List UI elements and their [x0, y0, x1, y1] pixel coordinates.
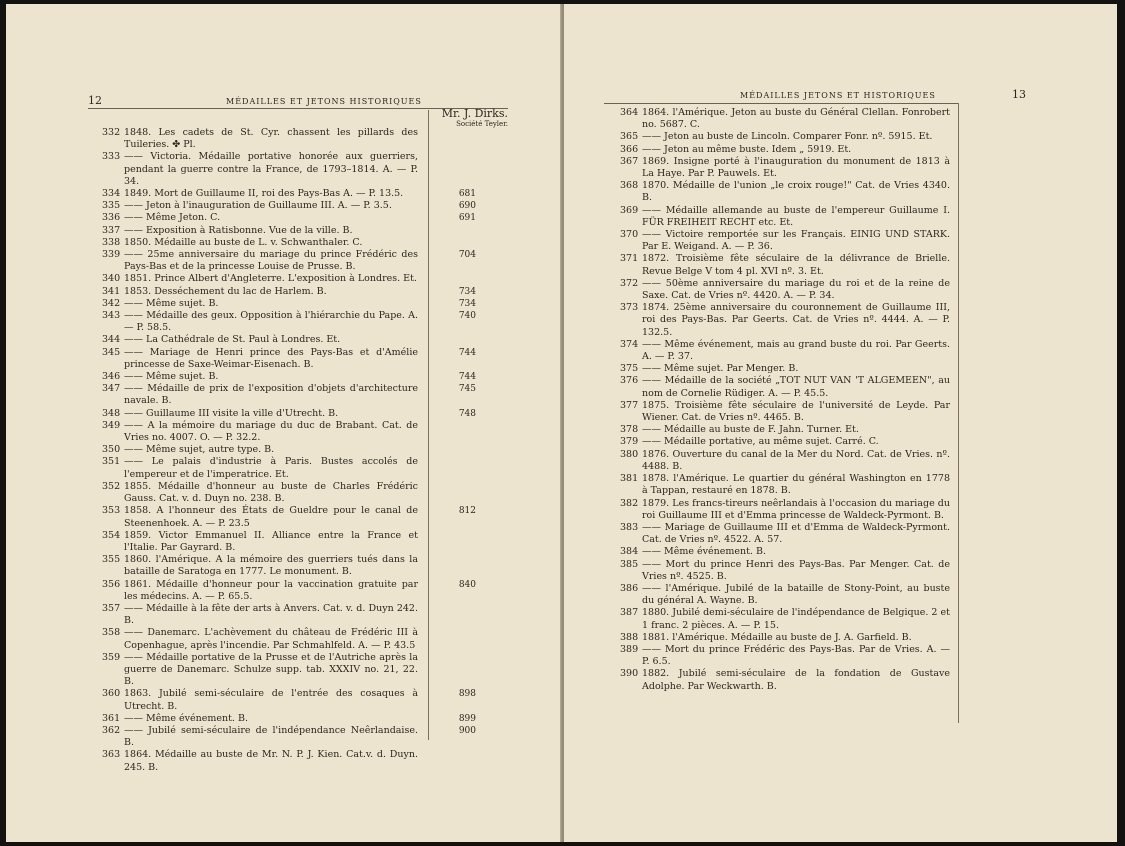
- right-margin-rule: [958, 103, 959, 723]
- entry-text: —— Même événement, mais au grand buste du roi. Par Geerts. A. — P. 37.: [642, 338, 950, 363]
- entry-text: —— Médaille des geux. Opposition à l'hiérarchie du Pape. A. — P. 58.5.: [124, 310, 418, 334]
- catalog-entry: [620, 144, 950, 156]
- catalog-entry: [620, 424, 950, 436]
- entry-text: —— Même sujet. B.: [124, 371, 219, 383]
- catalog-entry: [620, 278, 950, 302]
- entry-number: 333: [102, 151, 121, 163]
- column-divider: [428, 110, 429, 740]
- entry-number: 381: [620, 473, 639, 485]
- entry-reference: 840: [458, 579, 476, 590]
- entry-text: —— 25me anniversaire du mariage du prince Frédéric des Pays-Bas et de la princesse Louise de Prusse. B.: [124, 249, 418, 273]
- entry-text: —— Jubilé semi-séculaire de l'indépendance Neêrlandaise. B.: [124, 724, 418, 749]
- entry-text: 1878. l'Amérique. Le quartier du général Washington en 1778 à Tappan, restauré en 1878. B.: [642, 473, 950, 497]
- entry-text: —— Médaille portative de la Prusse et de l'Autriche après la guerre de Danemarc. Schulze supp. tab. XXXIV no. 21, 22. B.: [124, 651, 418, 688]
- entry-number: 380: [620, 448, 639, 460]
- entry-number: 376: [620, 375, 639, 387]
- catalog-entry: [620, 436, 950, 448]
- catalog-entry: [102, 249, 476, 273]
- entry-reference: 740: [458, 311, 476, 322]
- entry-number: 363: [102, 749, 121, 761]
- entry-text: —— Mariage de Guillaume III et d'Emma de Waldeck-Pyrmont. Cat. de Vries nº. 4522. A. 57.: [642, 521, 950, 546]
- entry-number: 348: [102, 407, 121, 419]
- entry-number: 332: [102, 127, 121, 138]
- entry-text: —— Médaille portative, au même sujet. Carré. C.: [642, 436, 879, 448]
- catalog-entry: [102, 481, 418, 505]
- entry-number: 360: [102, 688, 121, 700]
- entry-number: 361: [102, 712, 121, 724]
- catalog-entry: [620, 498, 950, 522]
- entry-text: 1855. Médaille d'honneur au buste de Charles Frédéric Gauss. Cat. v. d. Duyn no. 238. B.: [124, 480, 418, 505]
- entry-text: —— Mort du prince Frédéric des Pays-Bas. Par de Vries. A. — P. 6.5.: [642, 643, 950, 668]
- entry-text: —— Mort du prince Henri des Pays-Bas. Par Menger. Cat. de Vries nº. 4525. B.: [642, 558, 950, 582]
- entry-reference: 744: [458, 347, 476, 358]
- catalog-entry: [102, 456, 418, 480]
- entry-text: 1848. Les cadets de St. Cyr. chassent les pillards des Tuileries. ✤ Pl.: [124, 127, 418, 151]
- catalog-entry: [620, 229, 950, 253]
- entry-number: 367: [620, 155, 639, 167]
- right-entry-list: [620, 107, 950, 693]
- entry-number: 338: [102, 236, 121, 248]
- entry-reference: 734: [458, 298, 476, 309]
- entry-number: 379: [620, 436, 639, 448]
- entry-number: 364: [620, 107, 639, 118]
- entry-number: 357: [102, 602, 121, 614]
- entry-text: 1851. Prince Albert d'Angleterre. L'exposition à Londres. Et.: [124, 273, 417, 285]
- entry-text: 1872. Troisième fête séculaire de la délivrance de Brielle. Revue Belge V tom 4 pl. XVI nº. 3. Et.: [642, 253, 950, 277]
- entry-text: —— 50ème anniversaire du mariage du roi et de la reine de Saxe. Cat. de Vries nº. 4420. A. — P. 34.: [642, 277, 950, 302]
- catalog-entry: [620, 205, 950, 229]
- entry-number: 337: [102, 224, 121, 236]
- entry-text: —— Jeton à l'inauguration de Guillaume III. A. — P. 3.5.: [124, 200, 392, 212]
- entry-text: —— l'Amérique. Jubilé de la bataille de Stony-Point, au buste du général A. Wayne. B.: [642, 582, 950, 607]
- entry-number: 377: [620, 399, 639, 411]
- entry-number: 356: [102, 578, 121, 590]
- catalog-entry: [620, 107, 950, 131]
- entry-number: 365: [620, 131, 639, 143]
- entry-number: 362: [102, 724, 121, 736]
- catalog-entry: [102, 371, 476, 383]
- catalog-entry: [620, 559, 950, 583]
- catalog-entry: [620, 583, 950, 607]
- entry-number: 369: [620, 204, 639, 216]
- entry-text: —— Exposition à Ratisbonne. Vue de la ville. B.: [124, 224, 353, 236]
- entry-number: 374: [620, 338, 639, 350]
- entry-number: 375: [620, 363, 639, 375]
- entry-number: 390: [620, 668, 639, 680]
- entry-reference: 691: [458, 213, 476, 224]
- entry-text: 1876. Ouverture du canal de la Mer du Nord. Cat. de Vries. nº. 4488. B.: [642, 448, 950, 472]
- entry-number: 345: [102, 346, 121, 358]
- entry-text: —— Le palais d'industrie à Paris. Bustes accolés de l'empereur et de l'imperatrice. Et.: [124, 456, 418, 480]
- catalog-entry: [102, 554, 418, 578]
- catalog-entry: [102, 127, 418, 151]
- catalog-entry: [102, 346, 476, 371]
- entry-text: 1874. 25ème anniversaire du couronnement de Guillaume III, roi des Pays-Bas. Par Geerts. Cat. de Vries nº. 4444. A. — P. 132.5.: [642, 302, 950, 338]
- catalog-entry: [620, 363, 950, 375]
- catalog-entry: [620, 156, 950, 180]
- entry-text: —— La Cathédrale de St. Paul à Londres. Et.: [124, 334, 341, 346]
- catalog-entry: [102, 652, 418, 689]
- catalog-entry: [102, 334, 418, 346]
- entry-reference: 812: [458, 506, 476, 517]
- entry-reference: 900: [458, 725, 476, 736]
- entry-reference: 690: [458, 201, 476, 212]
- left-entry-list: [102, 127, 476, 774]
- entry-text: —— Guillaume III visite la ville d'Utrecht. B.: [124, 407, 339, 419]
- entry-number: 352: [102, 480, 121, 492]
- catalog-entry: [620, 253, 950, 277]
- catalog-entry: [102, 578, 476, 603]
- entry-text: —— Même sujet. B.: [124, 297, 219, 309]
- entry-number: 368: [620, 180, 639, 192]
- entry-number: 342: [102, 297, 121, 309]
- catalog-entry: [620, 546, 950, 558]
- entry-number: 386: [620, 582, 639, 594]
- entry-number: 351: [102, 456, 121, 468]
- entry-text: 1853. Desséchement du lac de Harlem. B.: [124, 285, 327, 297]
- entry-text: —— Jeton au même buste. Idem „ 5919. Et.: [642, 143, 852, 155]
- catalog-entry: [102, 225, 418, 237]
- catalog-entry: [620, 180, 950, 204]
- entry-text: 1881. l'Amérique. Médaille au buste de J. A. Garfield. B.: [642, 631, 912, 643]
- entry-text: 1861. Médaille d'honneur pour la vaccination gratuite par les médecins. A. — P. 65.5.: [124, 578, 418, 602]
- entry-number: 339: [102, 249, 121, 261]
- entry-reference: 898: [458, 689, 476, 700]
- catalog-entry: [620, 632, 950, 644]
- entry-text: —— Médaille allemande au buste de l'empereur Guillaume I. FÜR FREIHEIT RECHT etc. Et.: [642, 204, 950, 228]
- entry-text: 1882. Jubilé semi-séculaire de la fondation de Gustave Adolphe. Par Weckwarth. B.: [642, 668, 950, 692]
- catalog-entry: [102, 688, 476, 712]
- entry-number: 355: [102, 554, 121, 566]
- entry-text: —— Médaille de prix de l'exposition d'objets d'architecture navale. B.: [124, 383, 418, 407]
- entry-text: —— Médaille de la société „TOT NUT VAN 'T ALGEMEEN", au nom de Cornelie Rüdiger. A. — P. 45.5.: [642, 375, 950, 399]
- entry-text: —— Même Jeton. C.: [124, 212, 221, 224]
- entry-number: 389: [620, 643, 639, 655]
- entry-text: —— Mariage de Henri prince des Pays-Bas et d'Amélie princesse de Saxe-Weimar-Eisenach. B.: [124, 346, 418, 370]
- entry-number: 340: [102, 273, 121, 285]
- owner-org: Société Teyler.: [456, 120, 508, 128]
- running-head-right: MÉDAILLES JETONS ET HISTORIQUES: [740, 91, 936, 100]
- entry-text: —— Victoire remportée sur les Français. EINIG UND STARK. Par E. Weigand. A. — P. 36.: [642, 229, 950, 253]
- catalog-entry: [102, 273, 418, 285]
- entry-number: 350: [102, 444, 121, 456]
- left-page: [6, 4, 562, 842]
- catalog-entry: [620, 400, 950, 424]
- entry-text: 1875. Troisième fête séculaire de l'université de Leyde. Par Wiener. Cat. de Vries nº. 4465. B.: [642, 399, 950, 424]
- catalog-entry: [102, 712, 476, 725]
- entry-number: 370: [620, 229, 639, 241]
- entry-text: —— Même événement. B.: [642, 546, 766, 558]
- entry-text: —— Médaille au buste de F. Jahn. Turner. Et.: [642, 424, 859, 436]
- entry-text: 1863. Jubilé semi-séculaire de l'entrée des cosaques à Utrecht. B.: [124, 688, 418, 712]
- catalog-entry: [102, 530, 418, 554]
- catalog-entry: [620, 449, 950, 473]
- entry-number: 359: [102, 651, 121, 663]
- entry-text: 1864. Médaille au buste de Mr. N. P. J. Kien. Cat.v. d. Duyn. 245. B.: [124, 749, 418, 773]
- catalog-entry: [620, 607, 950, 631]
- catalog-entry: [102, 212, 476, 224]
- catalog-entry: [620, 339, 950, 363]
- catalog-entry: [620, 302, 950, 339]
- header-rule-right: [604, 103, 958, 104]
- owner-name: Mr. J. Dirks.: [441, 107, 508, 120]
- entry-number: 358: [102, 627, 121, 639]
- catalog-entry: [620, 668, 950, 692]
- catalog-entry: [102, 285, 476, 298]
- entry-number: 349: [102, 419, 121, 431]
- catalog-entry: [620, 644, 950, 668]
- entry-text: —— Même sujet, autre type. B.: [124, 444, 275, 456]
- entry-number: 385: [620, 558, 639, 570]
- entry-text: 1858. A l'honneur des États de Gueldre pour le canal de Steenenhoek. A. — P. 23.5: [124, 505, 418, 529]
- entry-reference: 899: [458, 713, 476, 724]
- entry-number: 388: [620, 631, 639, 643]
- entry-number: 366: [620, 143, 639, 155]
- catalog-entry: [102, 407, 476, 420]
- entry-number: 373: [620, 302, 639, 314]
- entry-text: 1869. Insigne porté à l'inauguration du monument de 1813 à La Haye. Par P. Pauwels. Et.: [642, 155, 950, 180]
- entry-number: 378: [620, 424, 639, 436]
- entry-text: 1864. l'Amérique. Jeton au buste du Général Clellan. Fonrobert no. 5687. C.: [642, 107, 950, 131]
- page-number-left: 12: [88, 94, 102, 107]
- entry-number: 372: [620, 277, 639, 289]
- catalog-entry: [102, 724, 476, 749]
- entry-number: 384: [620, 546, 639, 558]
- entry-text: 1879. Les francs-tireurs neêrlandais à l'occasion du mariage du roi Guillaume III et d'Emma princesse de Waldeck-Pyrmont. B.: [642, 497, 950, 521]
- catalog-entry: [102, 420, 418, 444]
- entry-text: —— Même sujet. Par Menger. B.: [642, 363, 799, 375]
- entry-number: 334: [102, 188, 121, 200]
- entry-number: 346: [102, 371, 121, 383]
- entry-text: —— Victoria. Médaille portative honorée aux guerriers, pendant la guerre contre la France, de 1793–1814. A. — P. 34.: [124, 151, 418, 187]
- entry-number: 341: [102, 285, 121, 297]
- catalog-entry: [620, 375, 950, 399]
- entry-number: 387: [620, 607, 639, 619]
- catalog-entry: [102, 444, 418, 456]
- catalog-entry: [620, 473, 950, 497]
- entry-reference: 744: [458, 372, 476, 383]
- entry-number: 344: [102, 334, 121, 346]
- catalog-entry: [102, 297, 476, 310]
- entry-text: 1880. Jubilé demi-séculaire de l'indépendance de Belgique. 2 et 1 franc. 2 pièces. A. — P. 15.: [642, 607, 950, 631]
- entry-number: 335: [102, 200, 121, 212]
- entry-text: —— Jeton au buste de Lincoln. Comparer Fonr. nº. 5915. Et.: [642, 131, 933, 143]
- entry-number: 354: [102, 529, 121, 541]
- entry-text: 1870. Médaille de l'union „le croix rouge!" Cat. de Vries 4340. B.: [642, 180, 950, 204]
- entry-text: 1859. Victor Emmanuel II. Alliance entre la France et l'Italie. Par Gayrard. B.: [124, 529, 418, 553]
- catalog-entry: [102, 603, 418, 627]
- catalog-entry: [620, 522, 950, 546]
- entry-text: 1850. Médaille au buste de L. v. Schwanthaler. C.: [124, 236, 363, 248]
- entry-number: 383: [620, 521, 639, 533]
- catalog-entry: [102, 237, 418, 249]
- entry-number: 382: [620, 497, 639, 509]
- entry-text: 1860. l'Amérique. A la mémoire des guerriers tués dans la bataille de Saratoga en 1777. Le monument. B.: [124, 554, 418, 578]
- entry-number: 347: [102, 383, 121, 395]
- entry-number: 353: [102, 505, 121, 517]
- owner-block: [416, 107, 508, 128]
- catalog-entry: [102, 383, 476, 407]
- catalog-entry: [102, 151, 418, 188]
- catalog-entry: [102, 188, 476, 200]
- entry-text: —— Même événement. B.: [124, 712, 248, 724]
- entry-text: —— Danemarc. L'achèvement du château de Frédéric III à Copenhague, après l'incendie. Par Schmahlfeld. A. — P. 43.5: [124, 627, 418, 651]
- entry-reference: 745: [458, 384, 476, 395]
- page-number-right: 13: [1012, 88, 1026, 101]
- running-head-left: MÉDAILLES ET JETONS HISTORIQUES: [226, 97, 422, 106]
- catalog-entry: [102, 310, 476, 334]
- entry-number: 343: [102, 310, 121, 322]
- catalog-entry: [102, 749, 418, 773]
- entry-reference: 681: [458, 189, 476, 200]
- catalog-entry: [102, 200, 476, 212]
- entry-text: 1849. Mort de Guillaume II, roi des Pays-Bas A. — P. 13.5.: [124, 188, 404, 200]
- catalog-entry: [102, 505, 476, 529]
- catalog-entry: [102, 627, 418, 651]
- right-page: [564, 4, 1117, 842]
- entry-number: 336: [102, 212, 121, 224]
- catalog-entry: [620, 131, 950, 143]
- entry-text: —— Médaille à la fête der arts à Anvers. Cat. v. d. Duyn 242. B.: [124, 602, 418, 627]
- entry-number: 371: [620, 253, 639, 265]
- entry-reference: 734: [458, 286, 476, 297]
- entry-text: —— A la mémoire du mariage du duc de Brabant. Cat. de Vries no. 4007. O. — P. 32.2.: [124, 419, 418, 444]
- entry-reference: 704: [458, 250, 476, 261]
- entry-reference: 748: [458, 408, 476, 419]
